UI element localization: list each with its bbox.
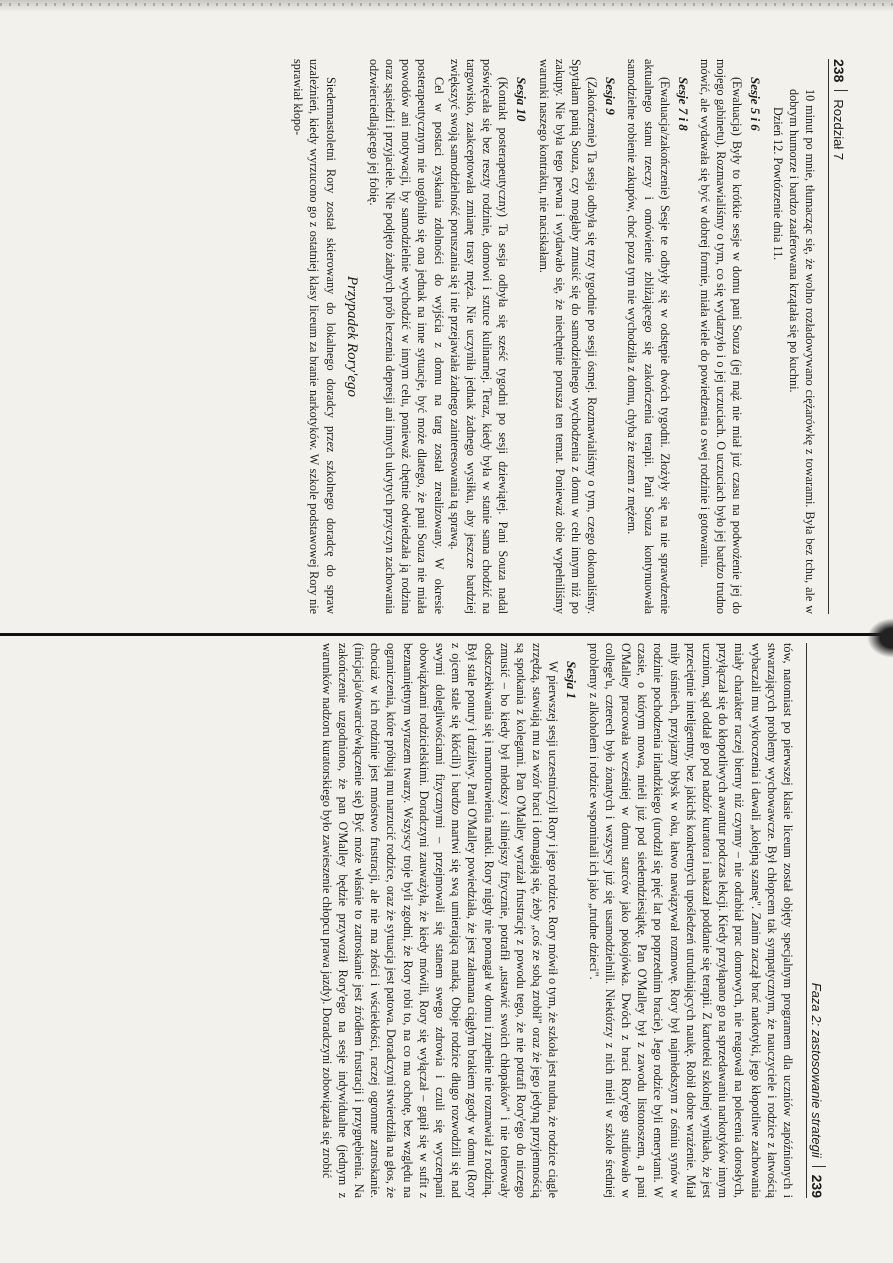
running-head-left <box>828 59 848 614</box>
running-head-right <box>806 643 826 1198</box>
paragraph: (Ewaluacja) Były to krótkie sesje w domu pani Souza (jej mąż nie miał już czasu na podwożenie jej do mojego gabinetu). Rozmawialiśmy o tym, co się wydarzyło i o jej uczuciach. O uczuciach było jej bardzo trudno mówić, ale wydawała się być w dobrej formie, miała wiele do powiedzenia o swej rodzinie i gotowaniu. <box>697 59 745 614</box>
case-heading: Przypadek Rory'ego <box>343 275 360 398</box>
paragraph: Dzień 12. Powtórzenie dnia 11. <box>770 107 785 261</box>
page-number: 239 <box>809 1174 825 1198</box>
page-238 <box>73 59 848 614</box>
scan-top-edge <box>0 0 893 12</box>
head-divider <box>834 90 848 91</box>
paragraph: W pierwszej sesji uczestniczyli Rory i jego rodzice. Rory mówił o tym, że szkoła jest nudna, że rodzice ciągle zrzędzą, stawiają mu za wzór braci i domagają się, żeby „coś ze sobą zrobił" oraz że jego jedyną przyjemnością są spotkania z kolegami. Pan O'Malley wyrażał frustrację z powodu tego, że nie potrafi Rory'ego do niczego zmusić – bo kiedy był młodszy i silniejszy fizycznie, potrafił „ustawić swoich chłopaków" i nie tolerowały odszczekiwania się i marnotrawienia matki. Rory nigdy nie pomagał w domu i zupełnie nie rozmawiał z rodziną. Był stale ponury i drażliwy. Pani O'Malley powiedziała, że jest załamana ciągłym brakiem zgody w domu (Rory z ojcem stale się kłócili) i bardzo martwi się swą umierającą matką. Oboje rodzice długo rozwodzili się nad swymi dolegliwościami fizycznymi – przejmowali się stanem swego zdrowia i czuli się wyczerpani obowiązkami rodzicielskimi. Doradczyni zauważyła, że kiedy mówili, Rory się wyłączał – gapił się w sufit z beznamiętnym wyrazem twarzy. Wszyscy troje byli zgodni, że Rory robi to, na co ma ochotę, bez względu na ograniczenia, które próbują mu narzucić rodzice, oraz że sytuacja jest patowa. Doradczyni stwierdziła na głos, że chociaż w ich rodzinie jest mnóstwo frustracji, ale nie ma złości i wściekłości, raczej ogromne zatroskanie. (inicjacja/otwarcie/włączenie się) Być może właśnie to zatroskanie jest źródłem frustracji i przygnębienia. Na zakończenie uzgodniono, że pan O'Malley będzie przywoził Rory'ego na sesje indywidualne (jednym z warunków nadzoru kuratorskiego było zawieszenie chłopcu prawa jazdy). Doradczyni zobowiązała się zrobić <box>319 643 561 1198</box>
paragraph: tów, natomiast po pierwszej klasie liceum został objęty specjalnym programem dla uczniów zapóźnionych i stwarzających problemy wychowawcze. Był chłopcem tak sympatycznym, że nauczyciele i rodzice z łatwością wybaczali mu wykroczenia i dawali „kolejną szansę". Zanim zaczął brać narkotyki, jego kłopotliwe zachowania miały charakter raczej bierny niż czynny – nie odrabiał prac domowych, nie reagował na polecenia dorosłych, przyłączał się do kłopotliwych awantur podczas lekcji. Kiedy przyłapano go na sprzedawaniu narkotyków innym uczniom, sąd oddał go pod nadzór kuratora i nakazał poddanie się terapii. Z kartoteki szkolnej wynikało, że jest przeciętnie inteligentny, bez jakichś konkretnych upośledzeń utrudniających naukę. Robił dobre wrażenie. Miał miły uśmiech, przyjazny błysk w oku, łatwo nawiązywał rozmowę. Rory był najmłodszym z ośmiu synów w rodzinie pochodzenia irlandzkiego (urodził się pięć lat po poprzednim bracie). Jego rodzice byli emerytami. W czasie, o którym mowa, mieli już pod siedemdziesiątkę. Pan O'Malley był z zawodu listonoszem, a pani O'Malley pracowała wcześniej w domu starców jako pokojówka. Dwóch z braci Rory'ego studiowało w college'u, czterech było żonatych i wszyscy już się usamodzielnili. Niektórzy z nich mieli w szkole średniej problemy z alkoholem i rodzice wspominali ich jako „trudne dzieci". <box>586 643 795 1198</box>
section-heading: Sesja 1 <box>564 661 580 699</box>
head-divider <box>812 1166 826 1167</box>
section-heading: Sesje 5 i 6 <box>748 77 764 131</box>
book-gutter-line <box>0 633 893 636</box>
page-239 <box>51 643 826 1198</box>
running-head-title: Faza 2: zastosowanie strategii <box>809 982 824 1158</box>
paragraph: Cel w postaci zyskania zdolności do wyjścia z domu na targ został zrealizowany. W okresie posterapeutycznym nie uogólniło się ona jednak na inne sytuacje, być może dlatego, że pani Souza nie miała powodów ani motywacji, by samodzielnie wychodzić w innym celu, ponieważ chętnie odwiedzała ją rodzina oraz sąsiedzi i przyjaciele. Nie podjęto żadnych prób leczenia depresji ani innych ukrytych przyczyn zachowania odzwierciedlającego jej fobię. <box>366 59 446 614</box>
paragraph: Siedemnastoletni Rory został skierowany do lokalnego doradcy przez szkolnego doradcę do spraw uzależnień, kiedy wyrzucono go z ostatniej klasy liceum za branie narkotyków. W szkole podstawowej Rory nie sprawiał kłopo- <box>291 59 338 614</box>
scan-shadow-mark <box>867 618 893 658</box>
page-body <box>318 643 806 1198</box>
scan-noise-strip <box>0 3 893 6</box>
section-heading: Sesja 9 <box>603 77 619 115</box>
page-number: 238 <box>831 59 847 83</box>
paragraph: (Zakończenie) Ta sesja odbyła się trzy tygodnie po sesji ósmej. Rozmawialiśmy o tym, czego dokonaliśmy. Spytałam panią Souza, czy mogłaby zmusić się do samodzielnego wychodzenia z domu w celu innym niż po zakupy. Nie była tego pewna i wydawało się, że niechętnie porusza ten temat. Ponieważ obie wypełniliśmy warunki naszego kontraktu, nie naciskałam. <box>536 59 600 614</box>
paragraph: (Ewaluacja/zakończenie) Sesje te odbyły się w odstępie dwóch tygodni. Złożyły się na nie sprawdzenie aktualnego stanu rzeczy i omówienie zbliżającego się zakończenia terapii. Pani Souza kontynuowała samodzielne robienie zakupów, choć poza tym nie wychodziła z domu, chyba że razem z mężem. <box>625 59 672 614</box>
section-heading: Sesja 10 <box>514 77 530 122</box>
paragraph: 10 minut po mnie, tłumacząc się, że wolno rozładowywano ciężarówkę z towarami. Była bez tchu, ale w dobrym humorze i bardzo zaaferowana krzątała się po kuchni. <box>786 89 817 614</box>
page-body <box>290 59 828 614</box>
paragraph: (Kontakt posterapeutyczny) Ta sesja odbyła się sześć tygodni po sesji dziewiątej. Pani Souza nadal poświęcała się bez reszty rodzinie, domowi i sztuce kulinarnej. Teraz, kiedy była w stanie sama chodzić na targowisko, zaakceptowała zmianę trasy męża. Nie uczyniła jednak żadnego wysiłku, aby jeszcze bardziej zwiększyć swoją samodzielność poruszania się i nie przejawiała żadnego zainteresowania tą sprawą. <box>447 59 511 614</box>
section-heading: Sesje 7 i 8 <box>675 77 691 131</box>
running-head-title: Rozdział 7 <box>831 99 846 161</box>
